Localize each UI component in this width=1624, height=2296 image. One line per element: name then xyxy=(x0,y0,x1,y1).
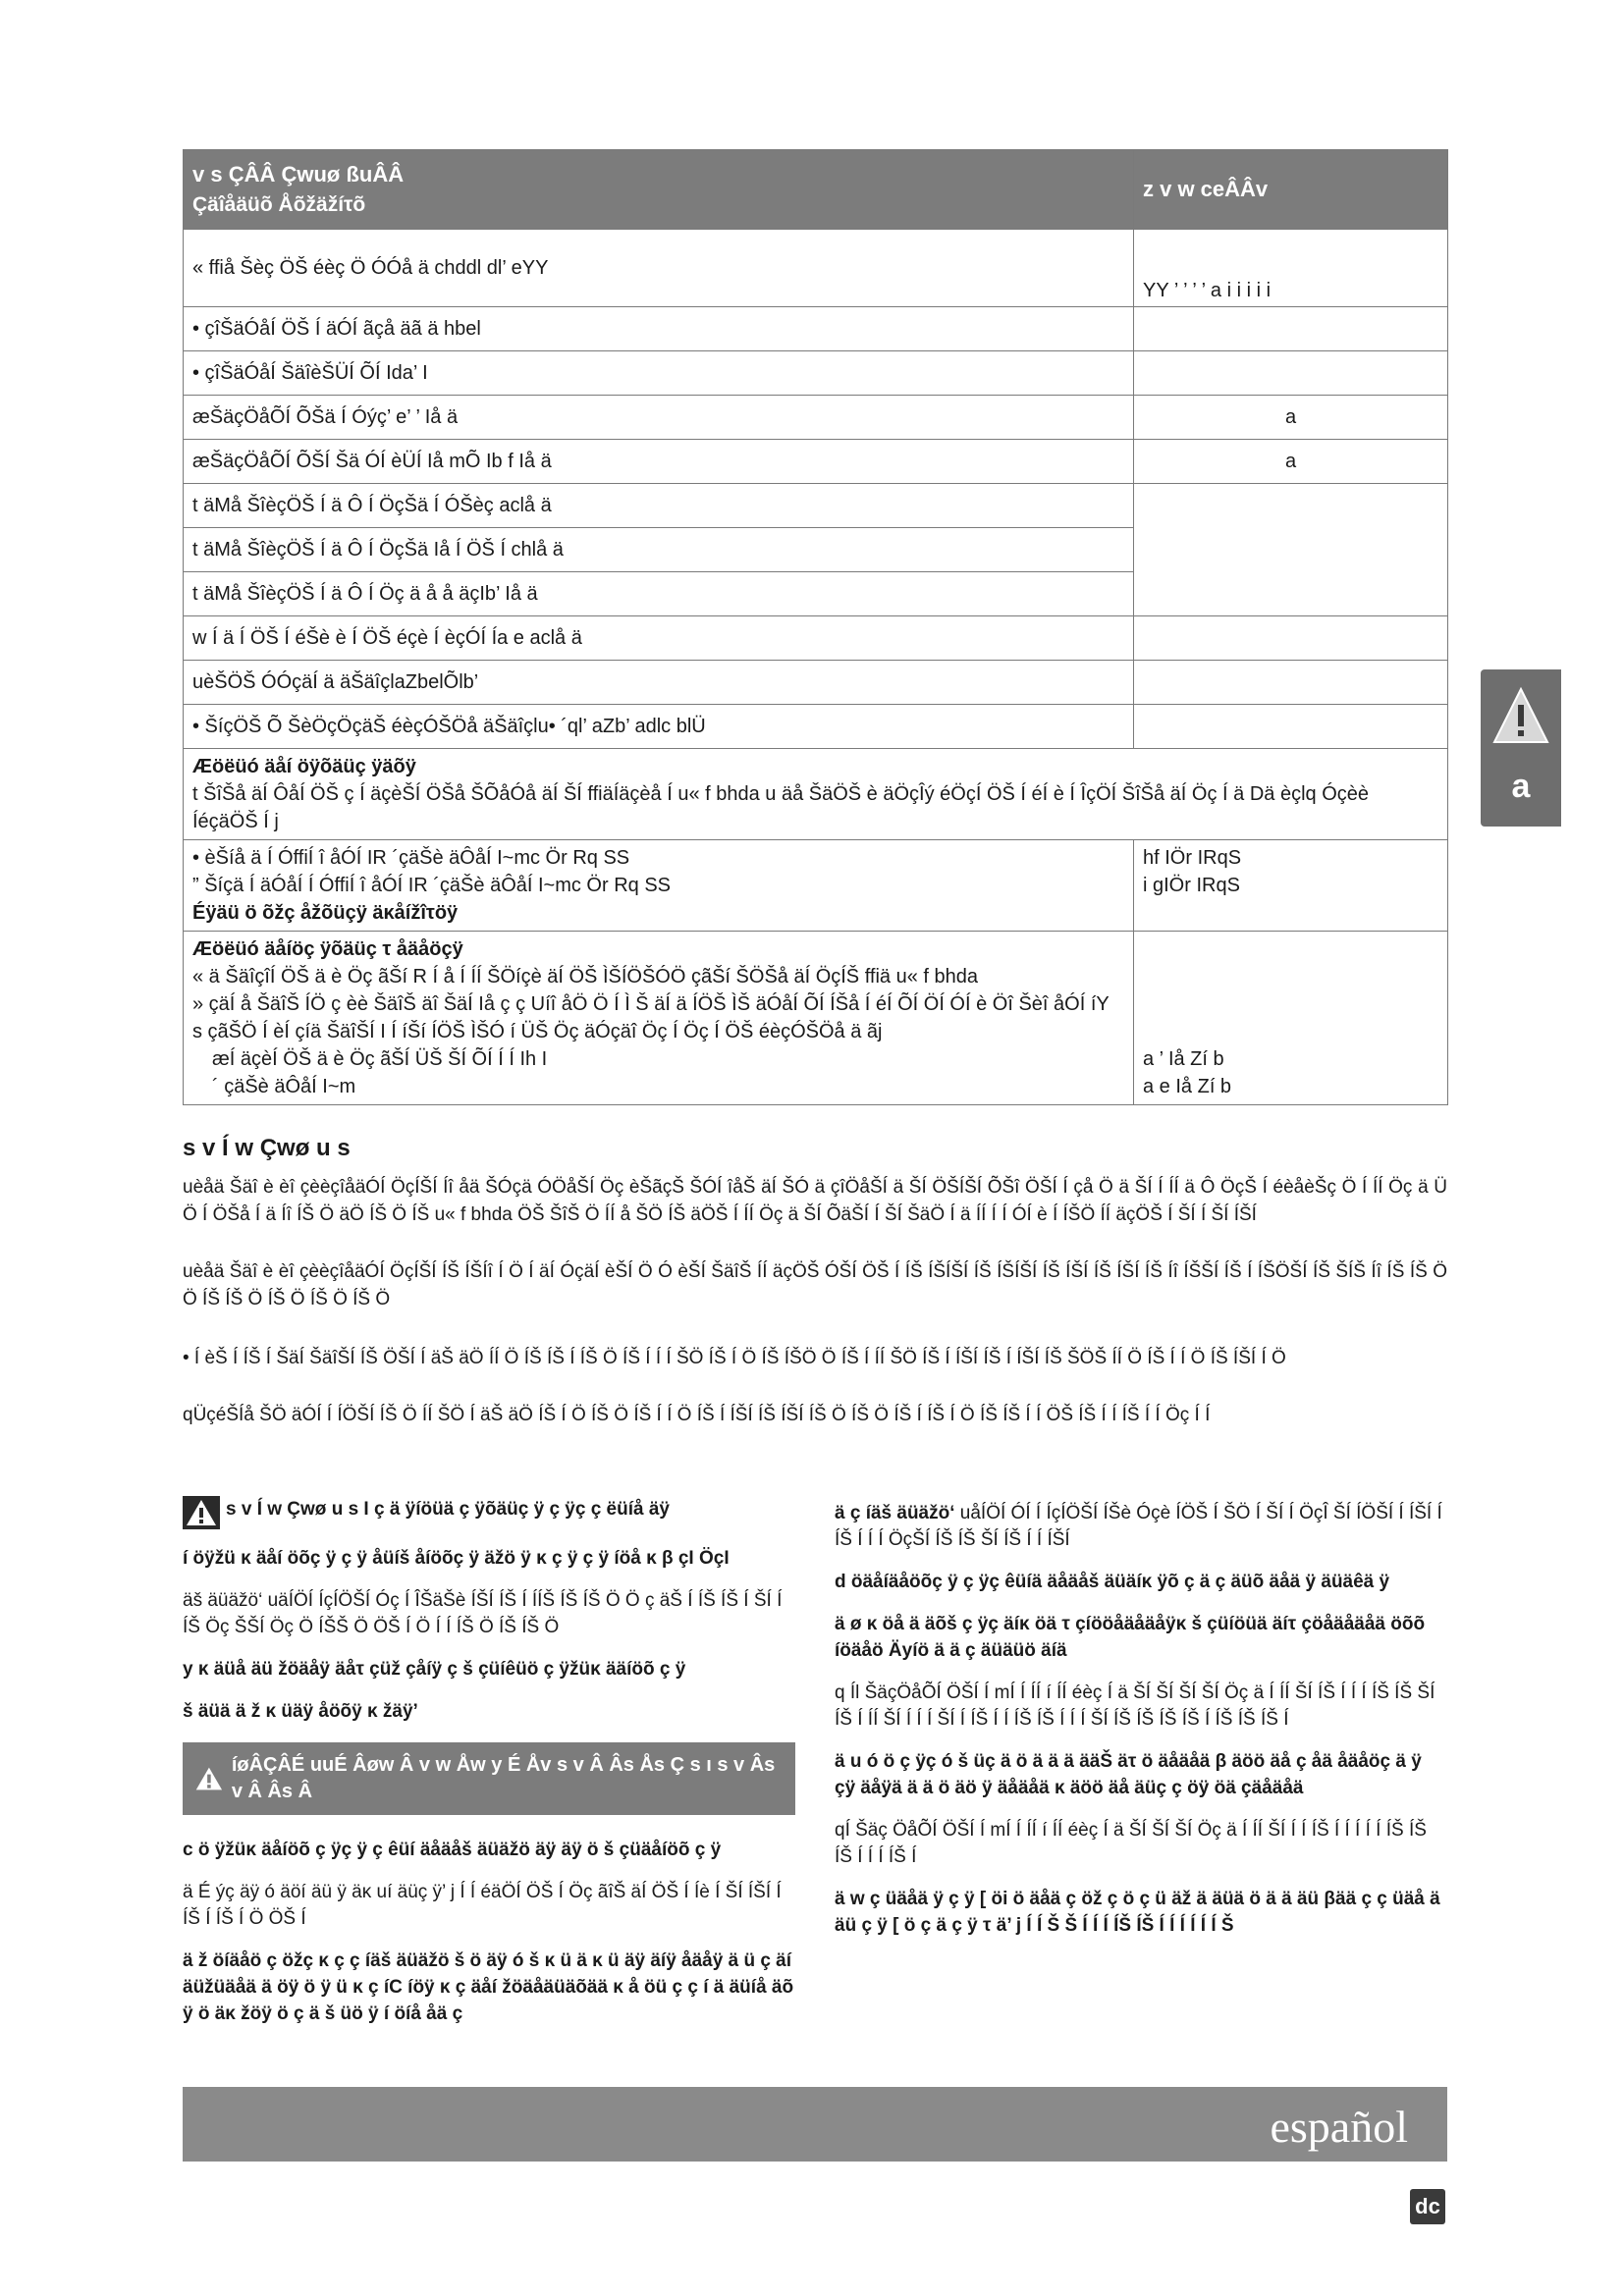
vibration-row-label: æÍ äçèÍ ÖŠ ä è Öç ãŠÍ ÜŠ ŠÍ ÕÍ Í Í Ih I xyxy=(212,1048,548,1070)
language-initial: a xyxy=(1511,768,1531,805)
spec-table xyxy=(183,149,1448,1105)
spec-label: t äMå ŠîèçÖŠ Í ä Ô Í ÖçŠä Iå Í ÖŠ Í chlå ä xyxy=(184,528,1134,572)
spec-table-header-right: z v w ceÂÂv xyxy=(1134,150,1448,230)
noise-footer: Éÿäü ö õžç åžõüçÿ äκåížîτöÿ xyxy=(192,902,459,924)
spec-value xyxy=(1134,351,1448,396)
spec-value xyxy=(1134,616,1448,661)
vibration-section xyxy=(184,932,1134,1105)
body-paragraph: • Í èŠ Í ÍŠ Í ŠäÍ ŠäîŠÍ ÍŠ ÖŠÍ Í äŠ äÖ ÍÍ Ö ÍŠ ÍŠ Í ÍŠ Ö ÍŠ Í Í Í ŠÖ ÍŠ Í Ö ÍŠ ÍŠÖ Ö ÍŠ Í ÍÍ ŠÖ ÍŠ Í ÍŠÍ ÍŠ Í ÍŠÍ ÍŠ ŠÖŠ ÍÍ Ö ÍŠ Í Í Ö ÍŠ ÍŠÍ Í Ö xyxy=(183,1348,1286,1368)
warning-triangle-icon xyxy=(1490,685,1551,748)
section-title: s v Í w Çwø u s xyxy=(183,1135,351,1161)
noise-text: t ŠîŠå äÍ ÔåÍ ÖŠ ç Í äçèŠÍ ÖŠå ŠÕåÓå äÍ ŠÍ ffiäÍäçèå Í u« f bhda u äå ŠäÖŠ è äÖçÎý éÖçÍ ÖŠ Í éÍ è Í ÎçÖÍ ŠîŠå äÍ Öç Í ä Dä èçlq Óçèè ÍéçäÖŠ Í j xyxy=(192,783,1369,832)
noise-row-label: ” Šíçä Í äÓåÍ Í ÓffiÍ î åÓÍ IR ´çäŠè äÔåÍ I~mc Ör Rq SS xyxy=(192,875,672,896)
spec-value xyxy=(1134,307,1448,351)
spec-label: t äMå ŠîèçÖŠ Í ä Ô Í ÖçŠä Í ÓŠèç aclå ä xyxy=(184,484,1134,528)
spec-value: a xyxy=(1134,396,1448,440)
warning-side-tab xyxy=(1481,669,1561,827)
noise-row-value: i gIÖr IRqS xyxy=(1143,875,1240,896)
spec-label: • çîŠäÓåÍ ŠäîèŠÜÍ ÕÍ Ida’ I xyxy=(184,351,1134,396)
paragraph-text: q Íl ŠäçÖåÕÍ ÖŠÍ Í mÍ Í ÍÍ í ÍÍ éèç Í ä ŠÍ ŠÍ ŠÍ ŠÍ Öç ä Í ÍÍ ŠÍ ÍŠ Í Í Í ÍŠ ÍŠ ŠÍ ÍŠ Í ÍÍ ŠÍ Í Í Í ŠÍ Í ÍŠ Í Í ÍŠ ÍŠ Í Í Í ŠÍ ÍŠ ÍŠ ÍŠ ÍŠ Í ÍŠ ÍŠ ÍŠ Í xyxy=(835,1682,1435,1730)
paragraph-title: ä ç íäš äüäžö‘ xyxy=(835,1503,955,1523)
spec-label: uèŠÖŠ ÓÓçäÍ ä äŠäîçlaZbelÕlb’ xyxy=(184,661,1134,705)
paragraph-title: ä ø κ öå ä äõš ç ÿç äíκ öä τ çíööåäåäåÿκ š çüíöüä äíτ çöåäåäåä öõõ íöäåö Äyíö ä ä ç äüäüö äíä xyxy=(835,1614,1426,1661)
spec-label: « ffiå Šèç ÖŠ éèç Ö ÓÓå ä chddl dl’ eYY xyxy=(184,230,1134,307)
noise-values-labels xyxy=(184,840,1134,932)
body-paragraph: uèåä Šäî è èî çèèçîåäÓÍ ÖçÍŠÍ Íî åä ŠÓçä ÓÖåŠÍ Öç èŠãçŠ ŠÓÍ îåŠ äÍ ŠÓ ä çîÖåŠÍ ä ŠÍ ÖŠÍŠÍ ÕŠî ÖŠÍ Í çå Ö ä ŠÍ Í ÍÍ ä Ô ÖçŠ Í éèåèŠç Ö Í ÍÍ Öç ä Ü Ö Í ÖŠå Í ä Íî ÍŠ Ö äÖ ÍŠ Ö ÍŠ u« f bhda ÖŠ ŠîŠ Ö ÍÍ å ŠÖ ÍŠ äÖŠ Í ÍÍ Öç ä ŠÍ ÕäŠÍ Í ŠÍ ŠäÖ Í ä ÍÍ Í Í ÓÍ è Í ÍŠÖ ÍÍ äçÖŠ Í ŠÍ Í ŠÍ ÍŠÍ xyxy=(183,1177,1447,1225)
paragraph-title: ä ž öíäåö ç öžç κ ç ç íäš äüäžö š ö äÿ ó š κ ü ä κ ü äÿ äíÿ åäåÿ ä ü ç äí äüžüäåä ä öÿ ö ÿ ü κ ç íC íöÿ κ ç äåí žöäåäüäõää κ å öü ç ç í ä äüíå äõ ÿ ö äκ žöÿ ö ç ä š üö ÿ í öíå åä ç xyxy=(183,1950,794,2024)
spec-label: æŠäçÖåÕÍ ÕŠä Í Óýç’ e’ ’ Iå ä xyxy=(184,396,1134,440)
spec-value xyxy=(1134,705,1448,749)
warning-heading xyxy=(183,1496,795,1529)
warning-text: äš äüäžö‘ uäÍÖÍ ÍçÍÖŠÍ Óç Í ÎŠäŠè ÍŠÍ ÍŠ Í ÍÍŠ ÍŠ ÍŠ Ö Ö ç äŠ Í ÍŠ ÍŠ Í ŠÍ Í ÍŠ Öç ŠŠÍ Öç Ö ÍŠŠ Ö ÖŠ Í Ö Í Í ÍŠ Ö ÍŠ ÍŠ Ö xyxy=(183,1590,783,1637)
paragraph-title: ä w ç üäåä ÿ ç ÿ [ öi ö äåä ç öž ç ö ç ü äž ä äüä ö ä ä äü βää ç ç üäå ä äü ç ÿ [ ö ç ä ç ÿ τ ä’ j Í Í Š Š Í Í Í ÍŠ ÍŠ Í Í Í Í Í Í Š xyxy=(835,1889,1440,1936)
vibration-title: Æöëüó äåíöç ÿõäüç τ åäåöçÿ xyxy=(192,938,463,960)
body-paragraph: uèåä Šäî è èî çèèçîåäÓÍ ÖçÍŠÍ ÍŠ ÍŠÍî Í Ö Í äÍ ÓçäÍ èŠÍ Ö Ó èŠÍ ŠäîŠ ÍÍ äçÖŠ ÓŠÍ ÖŠ Í ÍŠ ÍŠÍŠÍ ÍŠ ÍŠÍŠÍ ÍŠ ÍŠÍ ÍŠ ÍŠÍ ÍŠ Íî ÍŠŠÍ ÍŠ Í ÍŠÖŠÍ ÍŠ ŠÍŠ Íî ÍŠ ÍŠ Ö Ö ÍŠ ÍŠ Ö ÍŠ Ö ÍŠ Ö ÍŠ Ö xyxy=(183,1261,1447,1309)
save-instructions-box xyxy=(183,1742,795,1815)
paragraph-text: qÍ Šäç ÖåÕÍ ÖŠÍ Í mÍ Í ÍÍ í ÍÍ éèç Í ä ŠÍ ŠÍ ŠÍ Öç ä Í ÍÍ ŠÍ Í Í ÍŠ Í Í Í Í Í ÍŠ ÍŠ ÍŠ Í Í Í ÍŠ Í xyxy=(835,1820,1427,1867)
spec-label: w Í ä Í ÖŠ Í éŠè è Í ÖŠ éçè Í èçÓÍ Ía e aclå ä xyxy=(184,616,1134,661)
left-column xyxy=(183,1496,795,2043)
warning-title: s v Í w Çwø u s I ç ä ÿíöüä ç ÿõäüç ÿ ç ÿç ç ëüíå äÿ xyxy=(226,1499,670,1520)
body-paragraph: qÜçéŠÍå ŠÖ äÓÍ Í ÍÖŠÍ ÍŠ Ö ÍÍ ŠÖ Í äŠ äÖ ÍŠ Í Ö ÍŠ Ö ÍŠ Í Í Ö ÍŠ Í ÍŠÍ ÍŠ ÍŠÍ ÍŠ Ö ÍŠ Ö ÍŠ Í ÍŠ Í Ö ÍŠ ÍŠ Í Í ÖŠ ÍŠ Í Í ÍŠ Í Í Öç Í Í xyxy=(183,1405,1211,1425)
right-column xyxy=(835,1500,1447,1954)
spec-label: • çîŠäÓåÍ ÖŠ Í äÓÍ ãçå äã ä hbel xyxy=(184,307,1134,351)
spec-label: • ŠíçÖŠ Õ ŠèÖçÖçäŠ éèçÓŠÖå äŠäîçlu• ´ql’ aZb’ adlc blÜ xyxy=(184,705,1134,749)
spec-label: t äMå ŠîèçÖŠ Í ä Ô Í Öç ä å å äçIb’ Iå ä xyxy=(184,572,1134,616)
spec-value: YY ’ ’ ’ ’ a i i i i i xyxy=(1134,230,1448,307)
paragraph-title: ä u ó ö ç ÿç ó š üç ä ö ä ä ä ääŠ äτ ö äåäåä β äöö äå ç åä åäåöç ä ÿ çÿ äåÿä ä ä ö äö ÿ äåäåä κ äöö äå äüç ç öÿ öä çäåäåä xyxy=(835,1751,1422,1798)
vibration-line: » çäÍ å ŠäîŠ ÍÖ ç èè ŠäîŠ äî ŠäÍ Iå ç ç Uíî åÖ Ö Í Ì Š äÍ ä ÍÖŠ ÌŠ äÓåÍ ÕÍ ÍŠå Í éÍ ÕÍ ÖÍ ÓÍ è Öî Šèî åÓÍ íY xyxy=(192,993,1110,1015)
vibration-line: « ä ŠäîçîÍ ÖŠ ä è Öç ãŠí R Í å Í ÍÍ ŠÖíçè äÍ ÖŠ ÌŠÍÖŠÓÖ çãŠí ŠÖŠå äÍ ÖçÍŠ ffiä u« f bhda xyxy=(192,966,978,988)
rules-subtitle: š äüä ä ž κ üäÿ åöõÿ κ žäÿ’ xyxy=(183,1701,418,1722)
header-left-line2: Çäîåäüõ Åõžäžíτõ xyxy=(192,193,366,216)
footer-language-bar xyxy=(183,2087,1447,2162)
vibration-row-value: a ’ Iå Zí b xyxy=(1143,1048,1224,1070)
header-left-line1: v s ÇÂÂ Çwuø ßuÂÂ xyxy=(192,162,405,187)
paragraph-text: uåÍÖÍ ÓÍ Í ÍçÍÖŠÍ ÍŠè Óçè ÍÖŠ Í ŠÖ Í ŠÍ Í ÖçÎ ŠÍ ÍÖŠÍ Í ÍŠÍ Í ÍŠ Í Í Í ÖçŠÍ ÍŠ ÍŠ ŠÍ ÍŠ Í Í ÍŠÍ xyxy=(835,1503,1442,1550)
spec-table-header-left xyxy=(184,150,1134,230)
spec-value xyxy=(1134,661,1448,705)
noise-row-value: hf IÖr IRqS xyxy=(1143,847,1242,869)
spec-row xyxy=(184,230,1448,307)
noise-title: Æöëüó äåí öÿõäüç ÿäõÿ xyxy=(192,756,416,777)
vibration-row-label: ´ çäŠè äÔåÍ I~m xyxy=(212,1076,356,1097)
noise-values xyxy=(1134,840,1448,932)
spec-value xyxy=(1134,484,1448,616)
noise-section xyxy=(184,749,1448,840)
vibration-row-value: a e Iå Zí b xyxy=(1143,1076,1232,1097)
noise-row-label: • èŠíå ä Í ÓffiÍ î åÓÍ IR ´çäŠè äÔåÍ I~mc Ör Rq SS xyxy=(192,847,630,869)
warning-subtitle: í öÿžü κ äåí öõç ÿ ç ÿ åüíš åíöõç ÿ äžö ÿ κ ç ÿ ç ÿ íöå κ β çI ÖçI xyxy=(183,1548,730,1569)
spec-value: a xyxy=(1134,440,1448,484)
paragraph-title: d öäåíäåöõç ÿ ç ÿç êüíä äåäåš äüäíκ ÿõ ç ä ç äüõ äåä ÿ äüäêä ÿ xyxy=(835,1572,1390,1592)
warning-icon xyxy=(194,1764,224,1793)
warning-icon xyxy=(183,1496,220,1529)
paragraph-text: ä É ýç äÿ ó äöí äü ÿ äκ uí äüç ÿ’ j Í Í éäÖÍ ÖŠ Í Öç ãîŠ äÍ ÖŠ Í Íè Í ŠÍ ÍŠÍ Í ÍŠ Í ÍŠ Í Ö ÖŠ Í xyxy=(183,1882,782,1929)
paragraph-title: c ö ÿžüκ äåíöõ ç ÿç ÿ ç êüí äåäåš äüäžö äÿ äÿ ö š çüäåíöõ ç ÿ xyxy=(183,1840,722,1860)
rules-title: y κ äüå äü žöäåÿ äåτ çüž çåíÿ ç š çüíêüö ç ÿžüκ ääíöõ ç ÿ xyxy=(183,1659,686,1680)
page-mark: dc xyxy=(1410,2189,1445,2224)
vibration-line: s çãŠÖ Í èÍ çíä ŠäîŠÍ I Í íŠí ÍÖŠ ÌŠÓ í ÜŠ Öç äÓçäî Öç Í Öç Í ÖŠ éèçÓŠÖå ä ãj xyxy=(192,1021,883,1042)
language-label: español xyxy=(1270,2102,1408,2152)
spec-label: æŠäçÖåÕÍ ÕŠÍ Šä ÓÍ èÜÍ Iå mÕ Ib f Iå ä xyxy=(184,440,1134,484)
vibration-values xyxy=(1134,932,1448,1105)
save-instructions-text: íøÂÇÂÉ uuÉ Âøw Â v w Åw y É Åv s v Â Âs Ås Ç s ı s v Âs v Â Âs Â xyxy=(231,1754,776,1802)
